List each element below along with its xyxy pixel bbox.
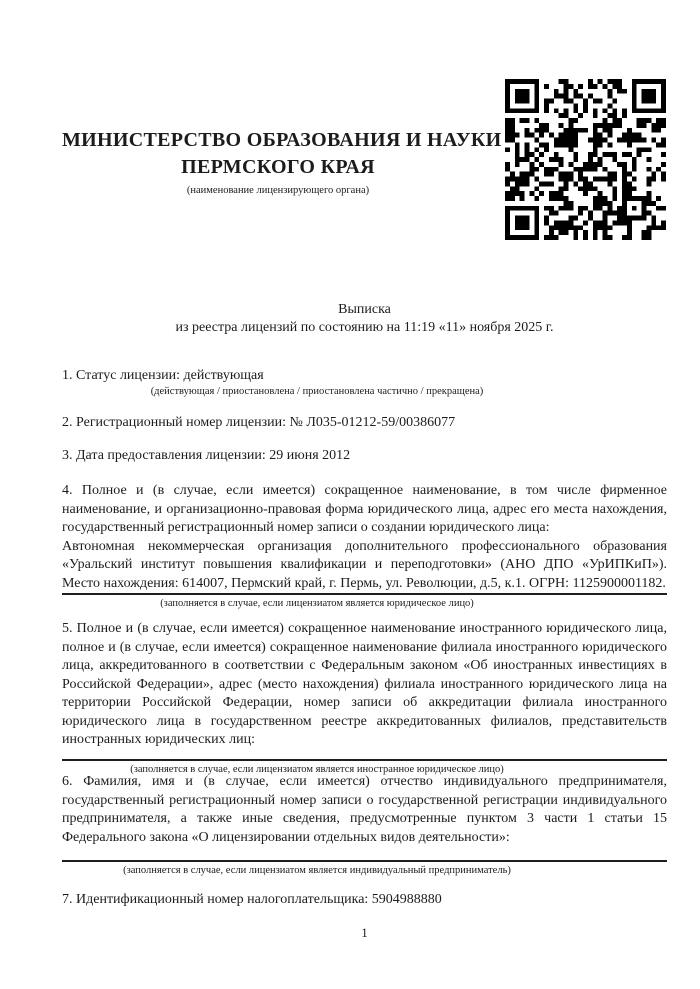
- legal-entity-label: 4. Полное и (в случае, если имеется) сокращенное наименование, в том числе фирменное наименование, и организационно-правовая форма юридического лица, адрес его места нахождения, государственный регистрационный номер записи о создании юридического лица:: [62, 483, 667, 535]
- foreign-entity-note: (заполняется в случае, если лицензиатом является иностранное юридическое лицо): [130, 763, 504, 775]
- license-status-options-note: (действующая / приостановлена / приостановлена частично / прекращена): [150, 386, 484, 397]
- document-title: [62, 301, 667, 337]
- entrepreneur-note: (заполняется в случае, если лицензиатом является индивидуальный предприниматель): [123, 865, 511, 876]
- item-foreign-legal-entity: [62, 620, 667, 776]
- item-legal-entity: [62, 482, 667, 610]
- item-license-status: 1. Статус лицензии: действующая: [62, 368, 264, 383]
- licensing-authority-header: [62, 127, 502, 197]
- entrepreneur-blank-field: [62, 847, 667, 862]
- org-name-line2: ПЕРМСКОГО КРАЯ: [181, 156, 375, 178]
- entrepreneur-label: 6. Фамилия, имя и (в случае, если имеется) отчество индивидуального предпринимателя, государственный регистрационный номер записи о государственной регистрации индивидуального предпринимателя, а также иные сведения, предусмотренные пунктом 3 части 1 статьи 15 Федерального закона «О лицензировании отдельных видов деятельности»:: [62, 774, 667, 845]
- document-title-line1: Выписка: [338, 302, 391, 317]
- qr-code: [505, 79, 666, 240]
- foreign-entity-label: 5. Полное и (в случае, если имеется) сокращенное наименование иностранного юридического лица, полное и (в случае, если имеется) сокращенное наименование филиала иностранного юридического лица, аккредитованного в соответствии с Федеральным законом «Об иностранных инвестициях в Российской Федерации», адрес (место нахождения) филиала иностранного юридического лица на территории Российской Федерации, номер записи об аккредитации филиала иностранного юридического лица в государственном реестре аккредитованных филиалов, представительств иностранных юридических лиц:: [62, 621, 667, 747]
- legal-entity-note: (заполняется в случае, если лицензиатом является юридическое лицо): [160, 598, 474, 609]
- item-registration-number: 2. Регистрационный номер лицензии: № Л035-01212-59/00386077: [62, 415, 456, 430]
- document-title-line2: из реестра лицензий по состоянию на 11:19 «11» ноября 2025 г.: [175, 320, 554, 335]
- item-license-grant-date: 3. Дата предоставления лицензии: 29 июня 2012: [62, 448, 351, 463]
- foreign-entity-blank-field: [62, 750, 667, 761]
- item-taxpayer-number: 7. Идентификационный номер налогоплательщика: 5904988880: [62, 892, 442, 907]
- org-name-line1: МИНИСТЕРСТВО ОБРАЗОВАНИЯ И НАУКИ: [62, 129, 502, 151]
- page-number: 1: [361, 925, 368, 940]
- item-individual-entrepreneur: [62, 773, 667, 877]
- legal-entity-value: Автономная некоммерческая организация дополнительного профессионального образования «Уральский институт повышения квалификации и переподготовки» (АНО ДПО «УрИПКиП»). Место нахождения: 614007, Пермский край, г. Пермь, ул. Революции, д.5, к.1. ОГРН: 1125900001182.: [62, 538, 667, 596]
- org-name-caption: (наименование лицензирующего органа): [186, 185, 370, 196]
